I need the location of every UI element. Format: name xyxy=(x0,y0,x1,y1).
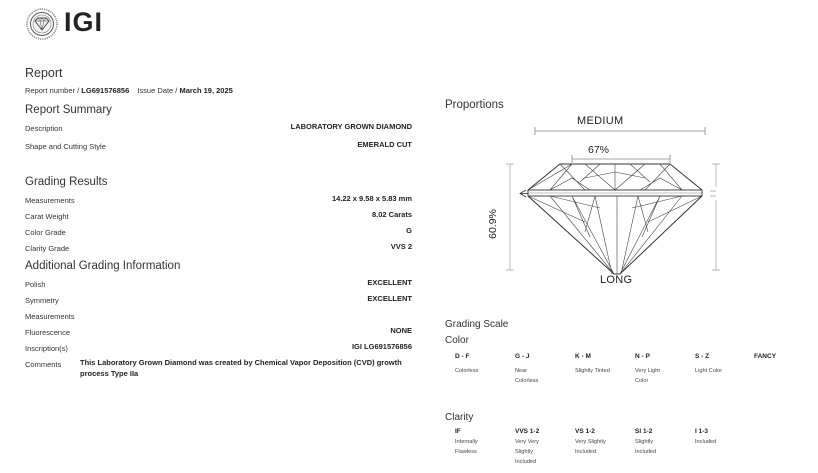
comments-text xyxy=(80,357,420,379)
clarity-scale-heading: Clarity xyxy=(445,412,474,423)
grading-results-heading: Grading Results xyxy=(25,176,108,188)
depth-percent: 60.9% xyxy=(486,209,499,239)
clarity-scale-code: VS 1-2 xyxy=(575,428,595,435)
color-scale-code: K - M xyxy=(575,353,591,360)
summary-row-value: LABORATORY GROWN DIAMOND xyxy=(290,122,412,131)
issue-date: March 19, 2025 xyxy=(179,86,233,95)
clarity-scale-desc: Very Very Slightly Included xyxy=(515,439,539,465)
grading-row-label: Measurements xyxy=(25,196,75,205)
summary-row-label: Shape and Cutting Style xyxy=(25,142,106,151)
grading-row-label: Color Grade xyxy=(25,228,66,237)
clarity-scale-code: SI 1-2 xyxy=(635,428,653,435)
clarity-scale-code: I 1-3 xyxy=(695,428,709,435)
color-scale-desc: Near Colorless xyxy=(515,368,539,384)
grading-row-value: VVS 2 xyxy=(390,242,412,251)
comments-line: process Type IIa xyxy=(80,369,139,378)
additional-row-label: Inscription(s) xyxy=(25,344,68,353)
comments-line: This Laboratory Grown Diamond was created by Chemical Vapor Deposition (CVD) growth xyxy=(80,358,402,367)
color-scale-code: D - F xyxy=(455,353,470,360)
grading-row-value: 14.22 x 9.58 x 5.83 mm xyxy=(331,194,412,203)
igi-seal-icon xyxy=(26,8,58,45)
color-scale-heading: Color xyxy=(445,335,469,346)
additional-row-value: NONE xyxy=(390,326,412,335)
grading-row-value: 8.02 Carats xyxy=(371,210,412,219)
summary-row-value: EMERALD CUT xyxy=(357,140,412,149)
color-scale-code: N - P xyxy=(635,353,650,360)
color-scale-desc: Light Color xyxy=(695,368,723,374)
color-scale-desc: Colorless xyxy=(455,368,479,374)
report-number: LG691576856 xyxy=(81,86,130,95)
grading-row-label: Clarity Grade xyxy=(25,244,70,253)
clarity-scale-desc: Internally Flawless xyxy=(455,439,478,455)
additional-row-label: Polish xyxy=(25,280,46,289)
color-scale-desc: Slightly Tinted xyxy=(575,368,610,374)
clarity-scale-desc: Included xyxy=(695,439,717,445)
grading-row-value: G xyxy=(406,226,412,235)
report-number-label: Report number / xyxy=(25,86,82,95)
additional-row-value: EXCELLENT xyxy=(367,278,412,287)
additional-row-label: Symmetry xyxy=(25,296,59,305)
color-scale-code: S - Z xyxy=(695,353,710,360)
proportions-heading: Proportions xyxy=(445,99,504,111)
grading-row-label: Carat Weight xyxy=(25,212,69,221)
table-percent: 67% xyxy=(588,144,610,156)
clarity-scale-code: IF xyxy=(455,428,461,435)
issue-date-label: Issue Date / xyxy=(137,86,180,95)
clarity-scale-desc: Very Slightly Included xyxy=(575,439,606,455)
report-title: Report xyxy=(25,66,63,80)
additional-row-label: Fluorescence xyxy=(25,328,71,337)
summary-row-label: Description xyxy=(25,124,63,133)
comments-label: Comments xyxy=(25,360,62,369)
grading-scale-heading: Grading Scale xyxy=(445,319,509,330)
report-number-line xyxy=(25,86,233,95)
color-scale-desc: Very Light Color xyxy=(635,368,660,384)
additional-row-value: IGI LG691576856 xyxy=(351,342,412,351)
clarity-scale-code: VVS 1-2 xyxy=(515,428,540,435)
color-scale-code: G - J xyxy=(515,353,530,360)
additional-row-value: EXCELLENT xyxy=(367,294,412,303)
girdle-label: MEDIUM xyxy=(577,115,624,127)
igi-logo-text: IGI xyxy=(64,7,104,37)
proportions-diagram xyxy=(490,112,730,297)
culet-label: LONG xyxy=(600,274,633,286)
color-scale-code: FANCY xyxy=(754,353,777,360)
additional-row-label: Measurements xyxy=(25,312,75,321)
clarity-scale-desc: Slightly Included xyxy=(635,439,657,455)
additional-grading-heading: Additional Grading Information xyxy=(25,260,181,272)
report-summary-heading: Report Summary xyxy=(25,104,112,116)
